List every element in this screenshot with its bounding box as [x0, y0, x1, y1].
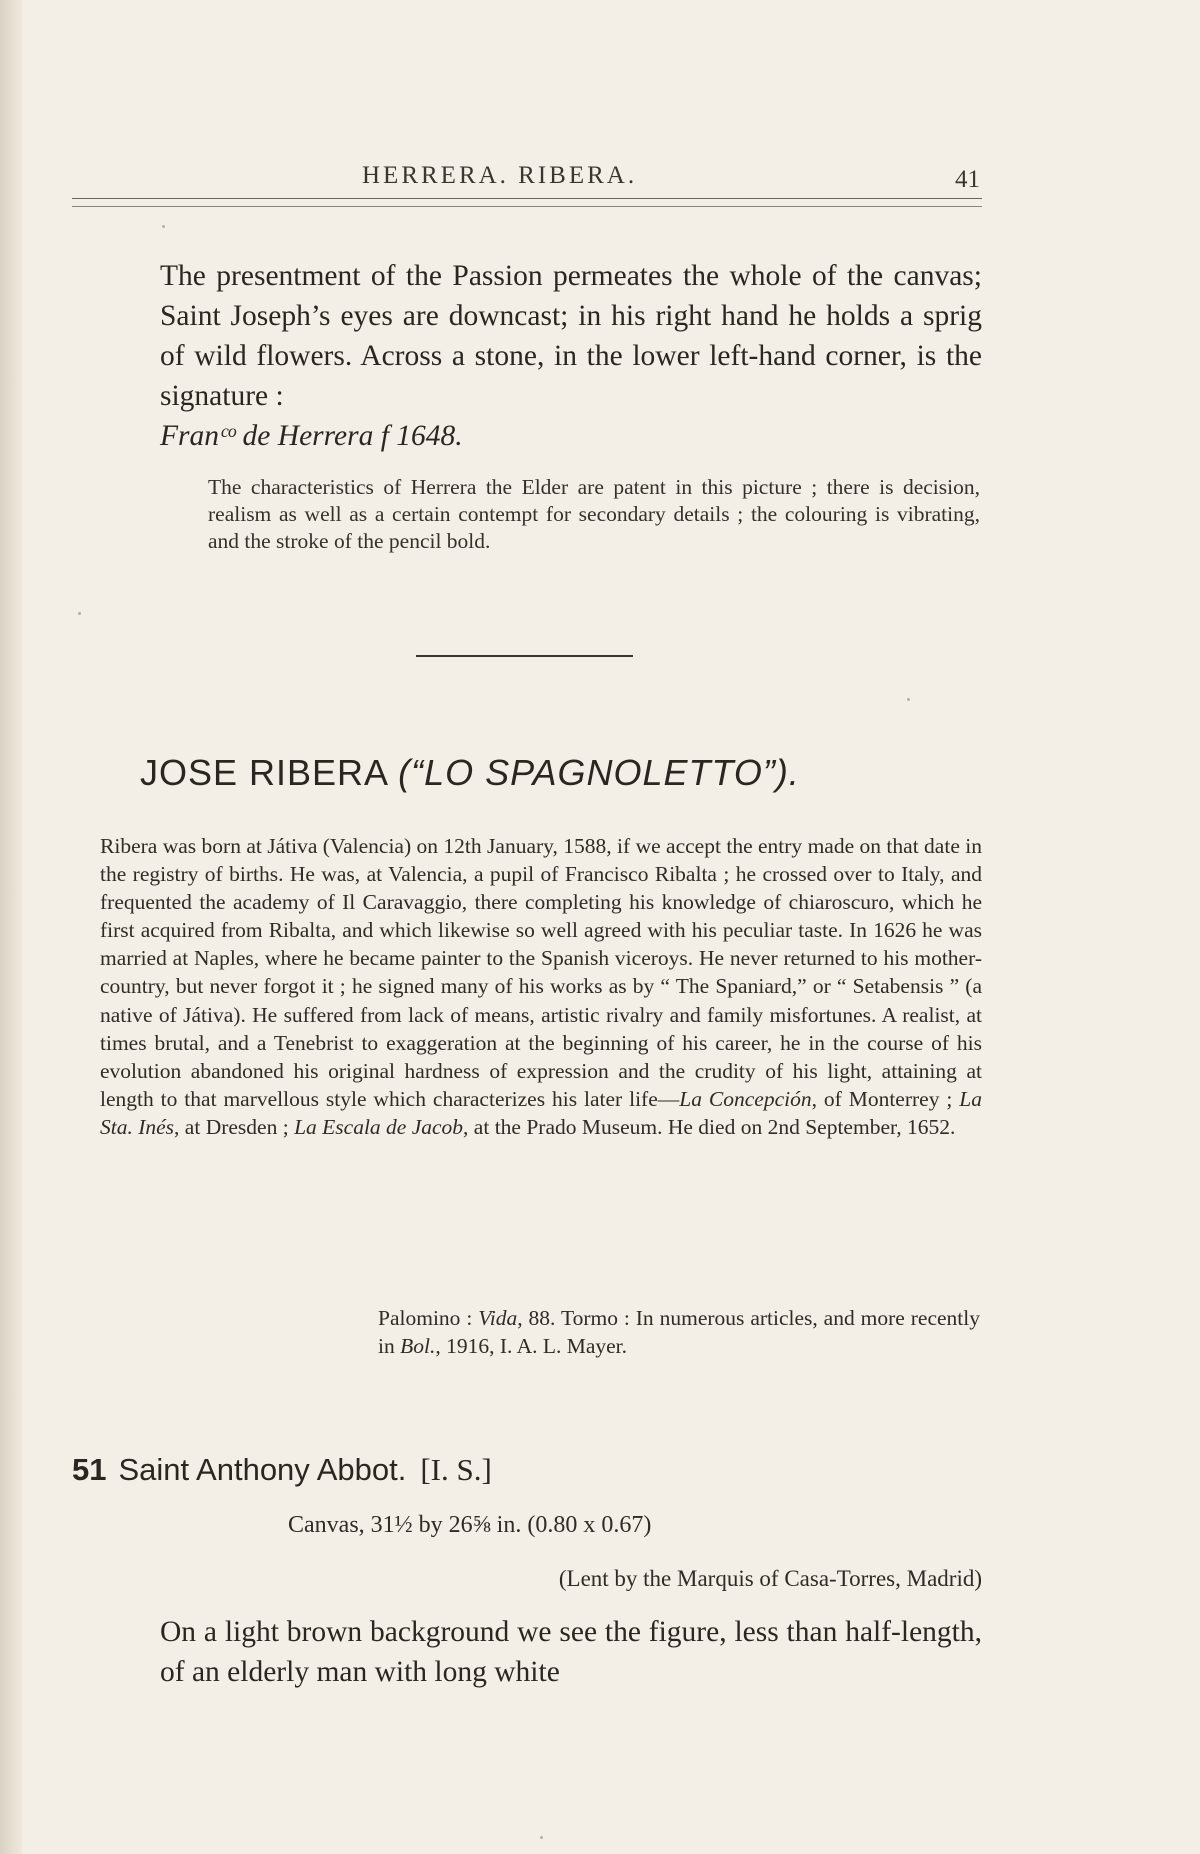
herrera-signature: Franᶜᵒ de Herrera f 1648.	[160, 420, 463, 452]
page-binding-shadow	[0, 0, 22, 1854]
herrera-note: The characteristics of Herrera the Elder are patent in this picture ; there is decision, realism as well as a certain contempt for secondary details ; the colouring is vibrating, and the stroke of the pencil bold.	[208, 475, 980, 553]
biography-text: Ribera was born at Játiva (Valencia) on 12th January, 1588, if we accept the entry made on that date in the registry of births. He was, at Valencia, a pupil of Francisco Ribalta ; he crossed over to Italy, and frequented the academy of Il Caravaggio, there completing his knowledge of chiaroscuro, which he first acquired from Ribalta, and which likewise so well agreed with his peculiar taste. In 1626 he was married at Naples, where he became painter to the Spanish viceroys. He never returned to his mother-country, but never forgot it ; he signed many of his works as by “ The Spaniard,” or “ Setabensis ” (a native of Játiva). He suffered from lack of means, artistic rivalry and family misfortunes. A realist, at times brutal, and a Tenebrist to exaggeration at the beginning of his career, he in the course of his evolution abandoned his original hardness of expression and the crudity of his light, attaining at length to that marvellous style which characterizes his later life—	[100, 834, 982, 1111]
paper-speck	[162, 225, 165, 228]
section-title-alias: (“LO SPAGNOLETTO”).	[398, 752, 800, 793]
refs-mayer: , 1916, I. A. L. Mayer.	[435, 1334, 628, 1358]
work-santa-ines: La Sta. Inés	[100, 1086, 982, 1139]
section-title-name: JOSE RIBERA	[140, 752, 388, 793]
entry-paragraph: On a light brown background we see the figure, less than half-length, of an elderly man with long white	[160, 1616, 982, 1688]
running-title: HERRERA. RIBERA.	[362, 162, 638, 189]
entry-code: [I. S.]	[420, 1452, 492, 1487]
entry-name: Saint Anthony Abbot.	[118, 1452, 407, 1487]
work-escala-jacob: La Escala de Jacob	[294, 1114, 464, 1139]
running-header	[72, 158, 982, 199]
section-divider	[416, 655, 633, 657]
refs-tormo: , 88. Tormo : In numerous articles, and more recently in	[378, 1306, 980, 1358]
page-number: 41	[955, 166, 980, 193]
herrera-paragraph	[160, 256, 982, 456]
entry-canvas-dimensions: Canvas, 31½ by 26⅝ in. (0.80 x 0.67)	[288, 1512, 652, 1538]
refs-vida: Vida	[478, 1306, 518, 1330]
entry-number: 51	[72, 1452, 107, 1487]
paper-speck	[78, 612, 81, 615]
work-concepcion-location: , of Monterrey ;	[811, 1086, 960, 1111]
paper-speck	[540, 1836, 543, 1839]
section-title	[140, 752, 980, 794]
work-concepcion: La Concepción	[679, 1086, 812, 1111]
ribera-biography	[100, 832, 982, 1141]
herrera-paragraph-text: The presentment of the Passion permeates the whole of the canvas; Saint Joseph’s eyes are downcast; in his right hand he holds a sprig of wild flowers. Across a stone, in the lower left-hand corner, is the signature :	[160, 260, 982, 412]
ribera-references	[378, 1304, 980, 1360]
entry-lender: (Lent by the Marquis of Casa-Torres, Madrid)	[558, 1566, 982, 1591]
header-rule	[72, 206, 982, 207]
refs-palomino: Palomino :	[378, 1306, 479, 1330]
catalogue-entry-title	[72, 1452, 982, 1488]
paper-speck	[907, 698, 910, 701]
work-escala-jacob-location: , at the Prado Museum. He died on 2nd September, 1652.	[463, 1114, 956, 1139]
work-santa-ines-location: , at Dresden ;	[174, 1114, 295, 1139]
refs-bol: Bol.	[400, 1334, 436, 1358]
